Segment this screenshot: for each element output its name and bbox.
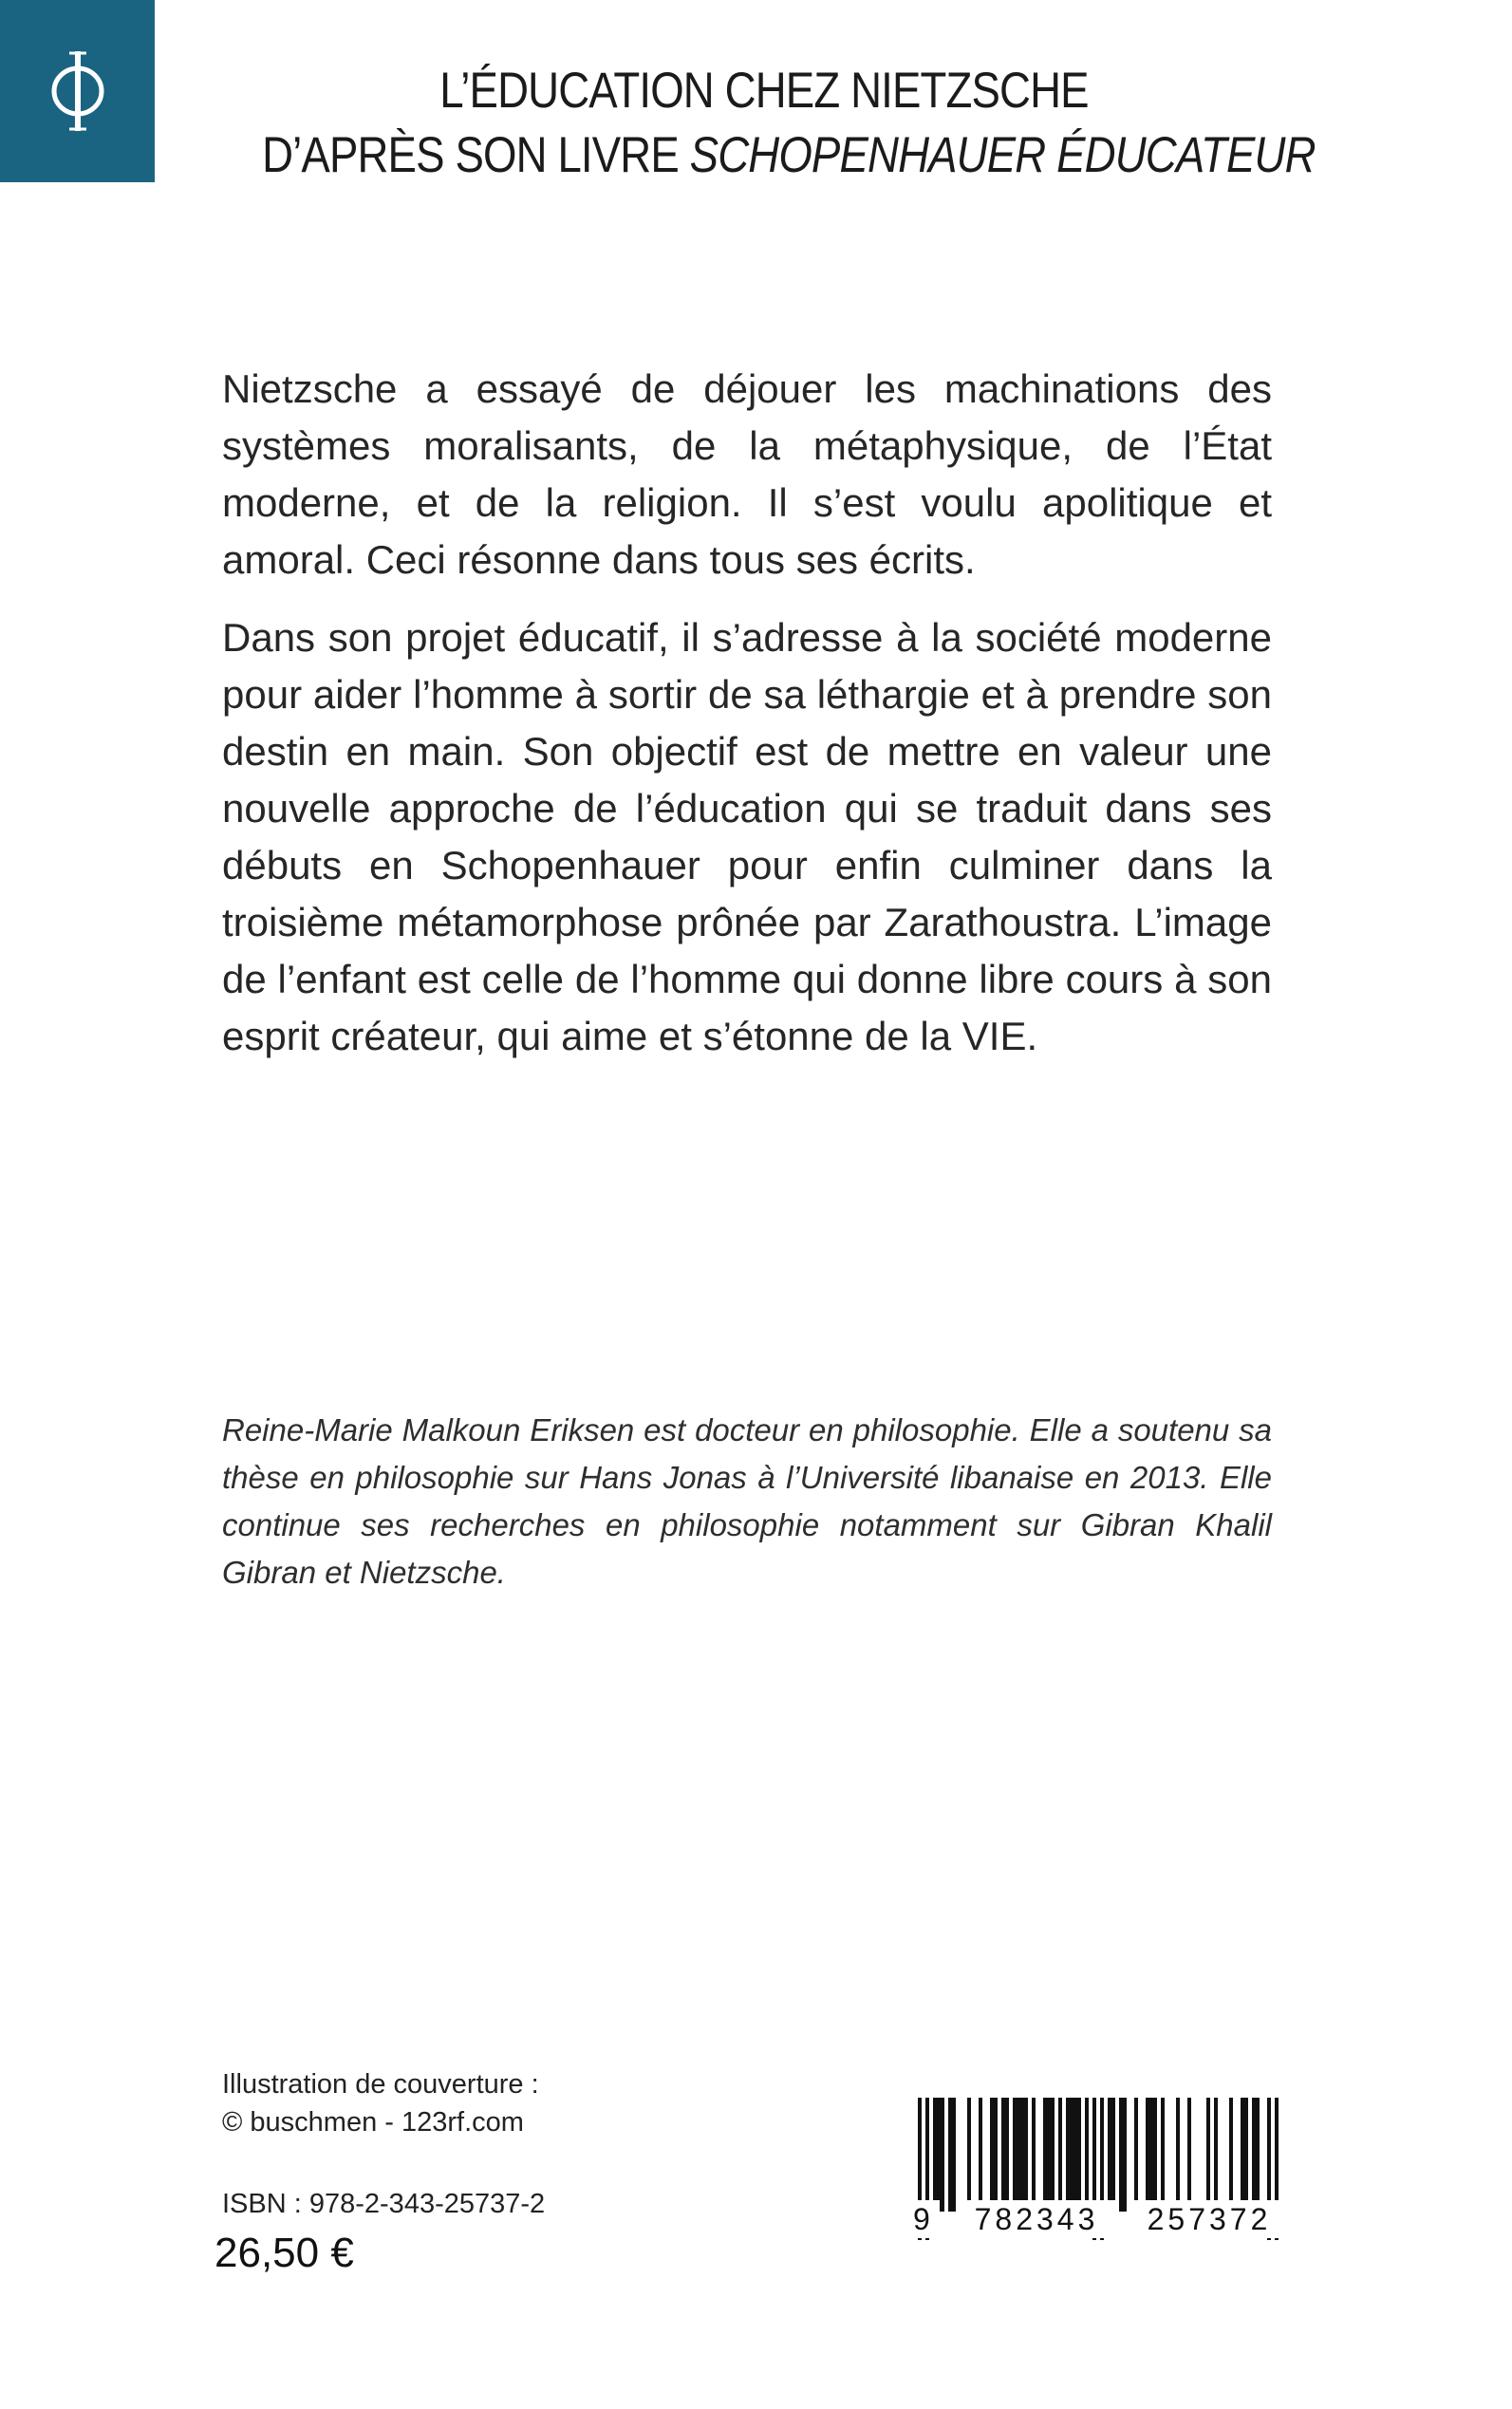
barcode-bar	[1032, 2098, 1036, 2212]
title-line-2-italic: SCHOPENHAUER ÉDUCATEUR	[689, 127, 1316, 183]
barcode-bar	[1176, 2098, 1180, 2212]
barcode-bar	[1024, 2098, 1028, 2212]
isbn: ISBN : 978-2-343-25737-2	[222, 2189, 546, 2219]
cover-credit-label: Illustration de couverture :	[222, 2069, 539, 2100]
barcode-bar	[1066, 2098, 1070, 2212]
barcode-right-group: 257372	[1129, 2200, 1289, 2238]
barcode-digits	[913, 2200, 1293, 2238]
barcode-bar	[1017, 2098, 1020, 2212]
barcode-bar	[952, 2098, 956, 2212]
barcode-bar	[1047, 2098, 1051, 2212]
author-bio-text: Reine-Marie Malkoun Eriksen est docteur en philosophie. Elle a soutenu sa thèse en philosophie sur Hans Jonas à l’Université libanaise en 2013. Elle continue ses recherches en philosophie notamment sur Gibran Khalil Gibran et Nietzsche.	[222, 1412, 1272, 1590]
barcode-bar	[1252, 2098, 1256, 2212]
barcode-left-group: 782343	[957, 2200, 1116, 2238]
barcode-bar	[1146, 2098, 1149, 2212]
barcode-bar	[1005, 2098, 1009, 2212]
summary-paragraph-2: Dans son projet éducatif, il s’adresse à la société moderne pour aider l’homme à sortir de sa léthargie et à prendre son destin en main. Son objectif est de mettre en valeur une nouvelle approche de l’éducation qui se traduit dans ses débuts en Schopenhauer pour enfin culminer dans la troisième métamorphose prônée par Zarathoustra. L’image de l’enfant est celle de l’homme qui donne libre cours à son esprit créateur, qui aime et s’étonne de la VIE.	[222, 615, 1272, 1058]
barcode-bar	[948, 2098, 952, 2212]
barcode-bar	[1020, 2098, 1024, 2212]
title-line-1: L’ÉDUCATION CHEZ NIETZSCHE	[439, 63, 1089, 119]
barcode-bar	[1206, 2098, 1210, 2212]
barcode-bar	[1043, 2098, 1047, 2212]
barcode-first-digit: 9	[913, 2200, 940, 2238]
barcode-bar	[990, 2098, 994, 2212]
barcode-bar	[1123, 2098, 1127, 2212]
barcode-bar	[1149, 2098, 1153, 2212]
price: 26,50 €	[215, 2230, 354, 2276]
barcode-bar	[1108, 2098, 1111, 2212]
title-line-2	[262, 123, 1316, 188]
barcode-bar	[1111, 2098, 1115, 2212]
barcode-bar	[979, 2098, 982, 2212]
barcode-bar	[1051, 2098, 1055, 2212]
book-summary	[222, 361, 1272, 1086]
barcode-bar	[1256, 2098, 1260, 2212]
barcode-bar	[1134, 2098, 1138, 2212]
publisher-logo	[0, 0, 155, 182]
barcode-bar	[1241, 2098, 1244, 2212]
summary-paragraph-1: Nietzsche a essayé de déjouer les machinations des systèmes moralisants, de la métaphysique, de l’État moderne, et de la religion. Il s’est voulu apolitique et amoral. Ceci résonne dans tous ses écrits.	[222, 366, 1272, 582]
barcode-bar	[1077, 2098, 1081, 2212]
barcode	[906, 2098, 1296, 2278]
barcode-bar	[1119, 2098, 1123, 2212]
book-title	[262, 59, 1316, 188]
cover-credit	[222, 2065, 539, 2141]
barcode-bar	[1244, 2098, 1248, 2212]
barcode-bar	[967, 2098, 971, 2212]
barcode-bar	[1214, 2098, 1218, 2212]
title-line-2-prefix: D’APRÈS SON LIVRE	[262, 127, 690, 183]
cover-credit-source: © buschmen - 123rf.com	[222, 2107, 524, 2138]
barcode-bar	[1001, 2098, 1005, 2212]
barcode-bar	[1187, 2098, 1191, 2212]
barcode-bar	[933, 2098, 937, 2212]
barcode-bar	[1085, 2098, 1089, 2212]
barcode-bar	[1161, 2098, 1165, 2212]
barcode-bar	[1013, 2098, 1017, 2212]
barcode-bar	[1229, 2098, 1233, 2212]
barcode-bar	[1153, 2098, 1157, 2212]
barcode-bar	[937, 2098, 941, 2212]
author-bio	[222, 1407, 1272, 1597]
barcode-bar	[941, 2098, 944, 2212]
barcode-bar	[1058, 2098, 1062, 2212]
barcode-bar	[1073, 2098, 1077, 2212]
barcode-bar	[1070, 2098, 1073, 2212]
barcode-bar	[994, 2098, 998, 2212]
phi-icon	[45, 44, 111, 139]
